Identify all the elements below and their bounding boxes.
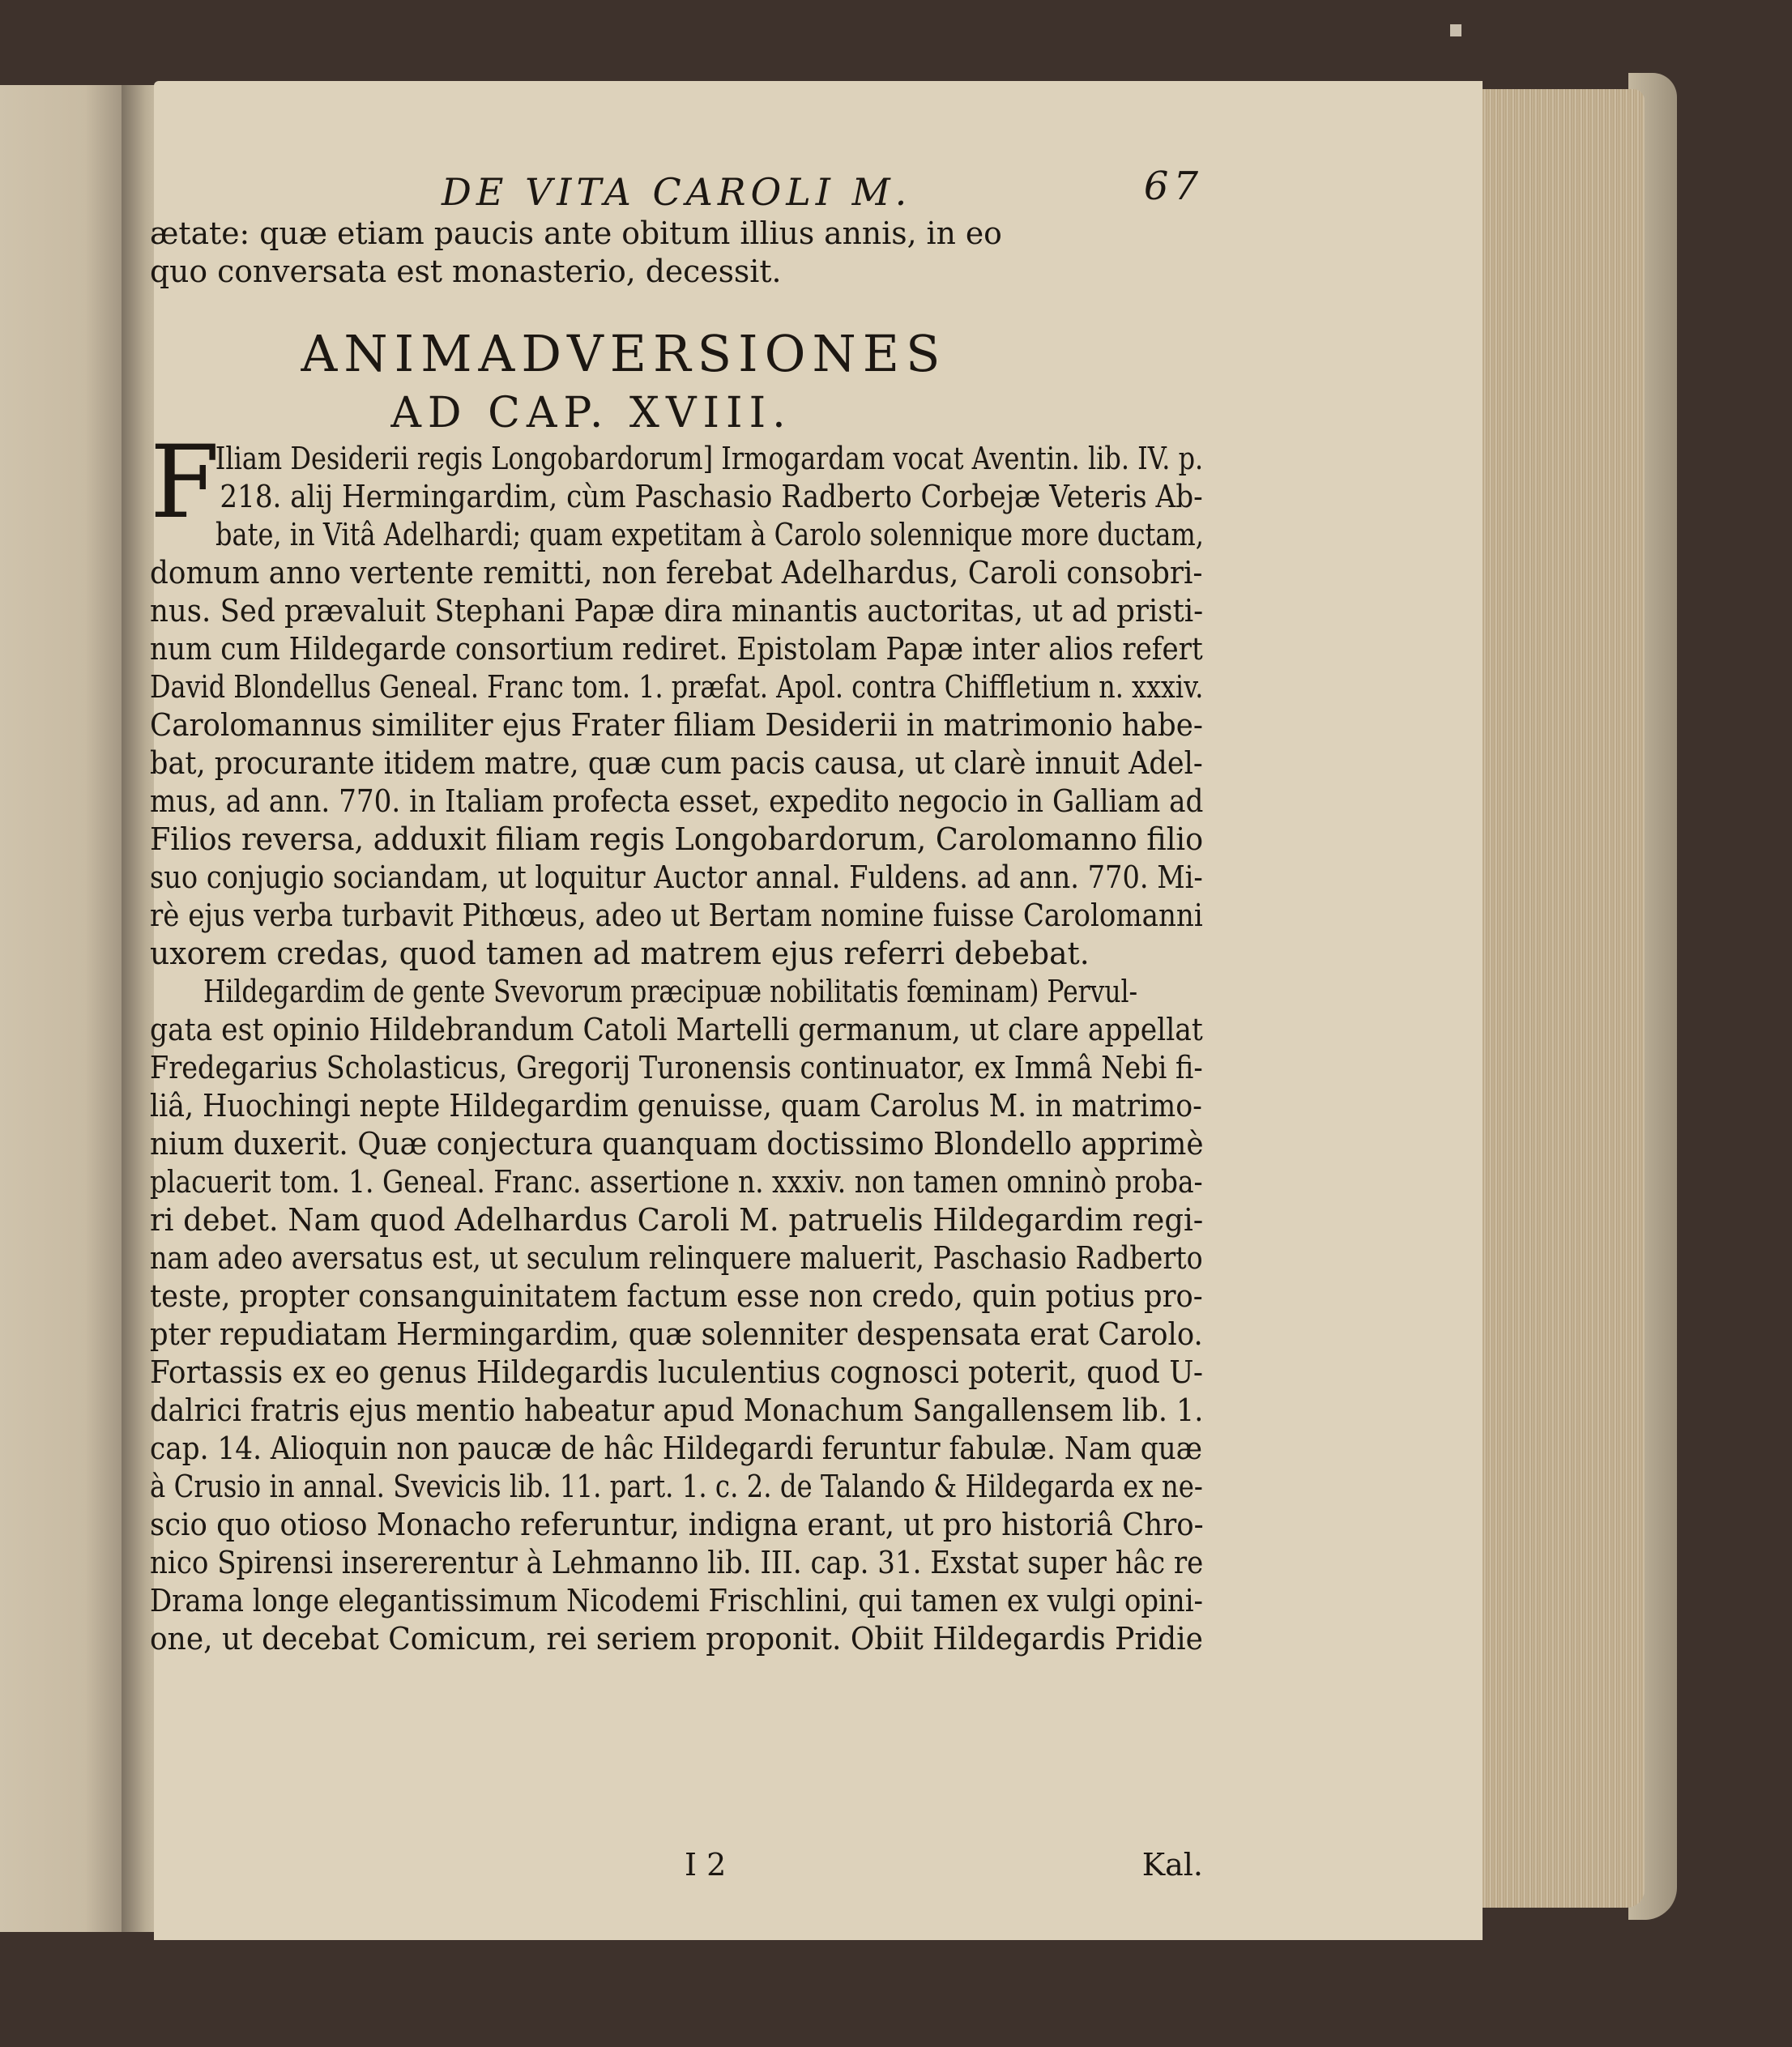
text-line: one, ut decebat Comicum, rei seriem proponit. Obiit Hildegardis Pridie xyxy=(150,1621,1203,1657)
bookmark-tab xyxy=(1450,24,1461,36)
text-line: quo conversata est monasterio, decessit. xyxy=(150,254,782,289)
commentary-body xyxy=(150,424,1211,1658)
text-line: rè ejus verba turbavit Pithœus, adeo ut Bertam nomine fuisse Carolomanni xyxy=(150,898,1203,933)
text-line: Drama longe elegantissimum Nicodemi Frischlini, qui tamen ex vulgi opini- xyxy=(150,1583,1204,1618)
catchword: Kal. xyxy=(1141,1847,1203,1883)
section-subheading: AD CAP. XVIII. xyxy=(390,389,792,437)
text-line: Hildegardim de gente Svevorum præcipuæ nobilitatis fœminam) Pervul- xyxy=(203,974,1138,1009)
text-line: suo conjugio sociandam, ut loquitur Auctor annal. Fuldens. ad ann. 770. Mi- xyxy=(150,859,1203,895)
text-line: bat, procurante itidem matre, quæ cum pacis causa, ut clarè innuit Adel- xyxy=(150,745,1203,781)
text-line: nico Spirensi insererentur à Lehmanno lib. III. cap. 31. Exstat super hâc re xyxy=(150,1545,1204,1580)
page-number: 67 xyxy=(1143,164,1203,209)
text-line: nus. Sed prævaluit Stephani Papæ dira minantis auctoritas, ut ad pristi- xyxy=(150,593,1204,629)
section-heading: ANIMADVERSIONES xyxy=(301,324,947,383)
page-edges xyxy=(1458,89,1645,1908)
page-footer xyxy=(150,1847,1211,1887)
text-line: pter repudiatam Hermingardim, quæ solenniter despensata erat Carolo. xyxy=(150,1316,1203,1352)
text-line: gata est opinio Hildebrandum Catoli Martelli germanum, ut clare appellat xyxy=(150,1012,1203,1047)
text-line: ætate: quæ etiam paucis ante obitum illius annis, in eo xyxy=(150,215,1002,251)
text-line: nam adeo aversatus est, ut seculum relinquere maluerit, Paschasio Radberto xyxy=(150,1240,1203,1276)
text-line: scio quo otioso Monacho referuntur, indigna erant, ut pro historiâ Chro- xyxy=(150,1507,1204,1542)
text-line: Fredegarius Scholasticus, Gregorij Turonensis continuator, ex Immâ Nebi fi- xyxy=(150,1050,1203,1085)
signature-mark: I 2 xyxy=(685,1847,727,1883)
text-line: cap. 14. Alioquin non paucæ de hâc Hildegardi feruntur fabulæ. Nam quæ xyxy=(150,1431,1203,1466)
opening-lines xyxy=(150,215,1211,291)
text-line: num cum Hildegarde consortium rediret. Epistolam Papæ inter alios refert xyxy=(150,631,1203,667)
text-line: teste, propter consanguinitatem factum esse non credo, quin potius pro- xyxy=(150,1278,1203,1314)
text-line: liâ, Huochingi nepte Hildegardim genuisse, quam Carolus M. in matrimo- xyxy=(150,1088,1202,1124)
text-line: bate, in Vitâ Adelhardi; quam expetitam à Carolo solennique more ductam, xyxy=(215,517,1204,552)
text-line: nium duxerit. Quæ conjectura quanquam doctissimo Blondello apprimè xyxy=(150,1126,1204,1162)
running-head-title: DE VITA CAROLI M. xyxy=(442,170,912,214)
text-line: 218. alij Hermingardim, cùm Paschasio Radberto Corbejæ Veteris Ab- xyxy=(220,479,1203,514)
text-line: placuerit tom. 1. Geneal. Franc. assertione n. xxxiv. non tamen omninò proba- xyxy=(150,1164,1203,1200)
text-line: dalrici fratris ejus mentio habeatur apud Monachum Sangallensem lib. 1. xyxy=(150,1392,1204,1428)
text-line: Iliam Desiderii regis Longobardorum] Irmogardam vocat Aventin. lib. IV. p. xyxy=(215,441,1204,476)
text-line: mus, ad ann. 770. in Italiam profecta esset, expedito negocio in Galliam ad xyxy=(150,783,1204,819)
text-line: Fortassis ex eo genus Hildegardis luculentius cognosci poterit, quod U- xyxy=(150,1354,1203,1390)
text-line: uxorem credas, quod tamen ad matrem ejus referri debebat. xyxy=(150,936,1090,971)
text-line: à Crusio in annal. Svevicis lib. 11. part. 1. c. 2. de Talando & Hildegarda ex ne- xyxy=(150,1469,1203,1504)
text-line: Carolomannus similiter ejus Frater filiam Desiderii in matrimonio habe- xyxy=(150,707,1203,743)
drop-cap: F xyxy=(150,424,220,541)
text-line: Filios reversa, adduxit filiam regis Longobardorum, Carolomanno filio xyxy=(150,821,1204,857)
text-line: ri debet. Nam quod Adelhardus Caroli M. patruelis Hildegardim regi- xyxy=(150,1202,1204,1238)
text-line: domum anno vertente remitti, non ferebat Adelhardus, Caroli consobri- xyxy=(150,555,1203,591)
text-line: David Blondellus Geneal. Franc tom. 1. præfat. Apol. contra Chiffletium n. xxxiv. xyxy=(150,669,1204,705)
